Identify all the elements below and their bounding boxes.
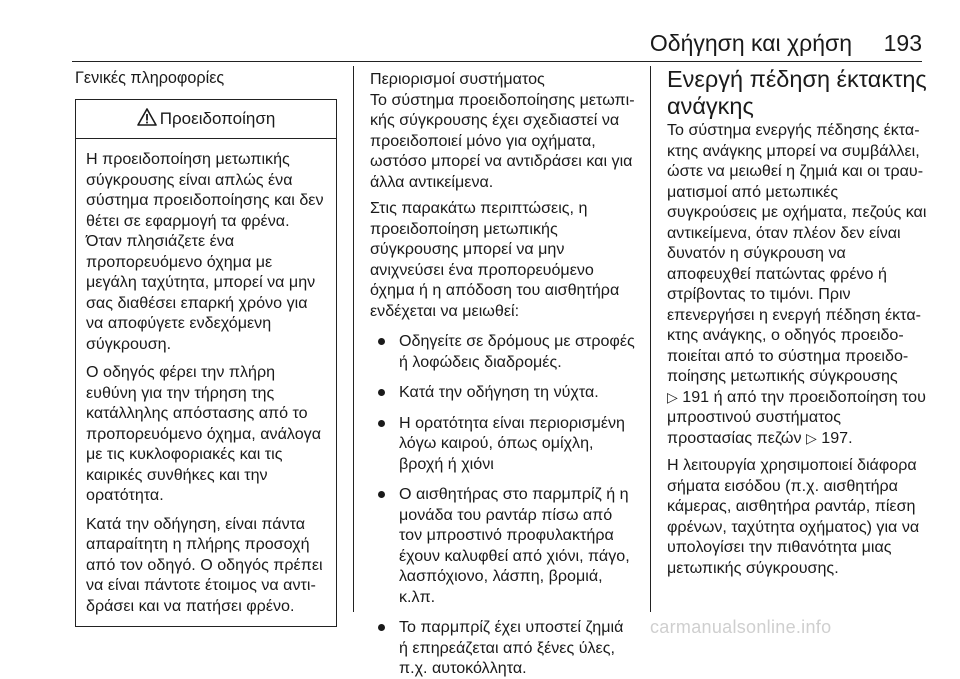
- bullet-icon: [378, 389, 385, 396]
- page-reference-link[interactable]: 197.: [821, 428, 853, 447]
- warning-body: [76, 139, 336, 626]
- column-divider-right: [650, 66, 651, 612]
- subsection-heading: Περιορισμοί συστήματος: [370, 70, 545, 88]
- column-general-info: [75, 66, 337, 627]
- warning-header: [76, 100, 336, 139]
- warning-paragraph: Ο οδηγός φέρει την πλήρη ευθύνη για την τήρηση της κατάλληλης απόστασης από το προπορευόμενο όχημα, ανάλογα με τις κυκλοφοριακές και τις καιρικές συνθήκες και την ορατότητα.: [86, 363, 322, 504]
- bullet-icon: [378, 420, 385, 427]
- description-paragraph: Η λειτουργία χρησιμοποιεί διάφορα σήματα εισόδου (π.χ. αισθητήρα κάμερας, αισθητήρα ραντάρ, πίεση φρένων, ταχύτητα οχήματος) για να υπολογίσει την πιθανότητα μιας μετωπικής σύγκρουσης.: [667, 456, 920, 577]
- intro-paragraph: Το σύστημα προειδοποίησης μετωπικής σύγκρουσης έχει σχεδιαστεί να προειδοποιεί μόνο για οχήματα, ωστόσο μπορεί να αντιδράσει και για άλλα αντικείμενα.: [370, 90, 635, 191]
- bullet-icon: [378, 491, 385, 498]
- watermark: carmanualsonline.info: [650, 617, 832, 637]
- page-reference-arrow-icon: ▷: [667, 388, 678, 405]
- list-item: Το παρμπρίζ έχει υποστεί ζημιά ή επηρεάζεται από ξένες ύλες, π.χ. αυτοκόλλητα.: [370, 617, 635, 679]
- bullet-icon: [378, 338, 385, 345]
- page-reference-link[interactable]: 191: [682, 387, 710, 406]
- warning-title: Προειδοποίηση: [159, 109, 276, 128]
- lead-paragraph: Στις παρακάτω περιπτώσεις, η προειδοποίηση μετωπικής σύγκρουσης μπορεί να μην ανιχνεύσει ένα προπορευόμενο όχημα ή η απόδοση του αισθητήρα ενδέχεται να μειωθεί:: [370, 199, 620, 320]
- warning-paragraph: Κατά την οδήγηση, είναι πάντα απαραίτητη η πλήρης προσοχή από τον οδηγό. Ο οδηγός πρέπει να είναι πάντοτε έτοιμος να αντιδράσει και να πατήσει φρένο.: [86, 514, 323, 615]
- limits-list: [370, 331, 635, 679]
- header-divider: [72, 61, 922, 62]
- bullet-icon: [378, 624, 385, 631]
- description-paragraph: Το σύστημα ενεργής πέδησης έκτακτης ανάγκης μπορεί να συμβάλλει, ώστε να μειωθεί η ζημιά και οι τραυματισμοί από μετωπικές συγκρούσεις με οχήματα, πεζούς και αντικείμενα, όταν πλέον δεν είναι δυνατόν η σύγκρουση να αποφευχθεί πατώντας φρένο ή στρίβοντας το τιμόνι. Πριν επενεργήσει η ενεργή πέδηση έκτακτης ανάγκης, ο οδηγός προειδοποιείται από το σύστημα προειδοποίησης μετωπικής σύγκρουσης ▷ 191 ή από την προειδοποίηση του μπροστινού συστήματος προστασίας πεζών ▷ 197.: [667, 121, 927, 447]
- column-divider-left: [353, 66, 354, 612]
- warning-paragraph: Η προειδοποίηση μετωπικής σύγκρουσης είναι απλώς ένα σύστημα προειδοποίησης και δεν θέτει σε εφαρμογή τα φρένα. Όταν πλησιάζετε ένα προπορευόμενο όχημα με μεγάλη ταχύτητα, μπορεί να μην σας διαθέσει επαρκή χρόνο για να αποφύγετε ενδεχόμενη σύγκρουση.: [86, 150, 324, 353]
- chapter-title: Οδήγηση και χρήση: [649, 30, 852, 56]
- list-item: Κατά την οδήγηση τη νύχτα.: [370, 382, 635, 403]
- column-system-limits: [370, 66, 635, 679]
- column-active-emergency-braking: [667, 66, 929, 578]
- page-number: 193: [883, 30, 922, 56]
- section-heading: Ενεργή πέδηση έκτακτης ανάγκης: [667, 66, 927, 119]
- list-item: Ο αισθητήρας στο παρμπρίζ ή η μονάδα του ραντάρ πίσω από τον μπροστινό προφυλακτήρα έχουν καλυφθεί από χιόνι, πάγο, λασπόχιονο, λάσπη, βρομιά, κ.λπ.: [370, 484, 635, 607]
- list-item: Οδηγείτε σε δρόμους με στροφές ή λοφώδεις διαδρομές.: [370, 331, 635, 372]
- section-heading: Γενικές πληροφορίες: [75, 69, 225, 87]
- warning-box: [75, 99, 337, 627]
- list-item: Η ορατότητα είναι περιορισμένη λόγω καιρού, όπως ομίχλη, βροχή ή χιόνι: [370, 413, 635, 475]
- page-header: [0, 0, 960, 60]
- warning-triangle-icon: [137, 108, 157, 131]
- page-reference-arrow-icon: ▷: [806, 429, 817, 446]
